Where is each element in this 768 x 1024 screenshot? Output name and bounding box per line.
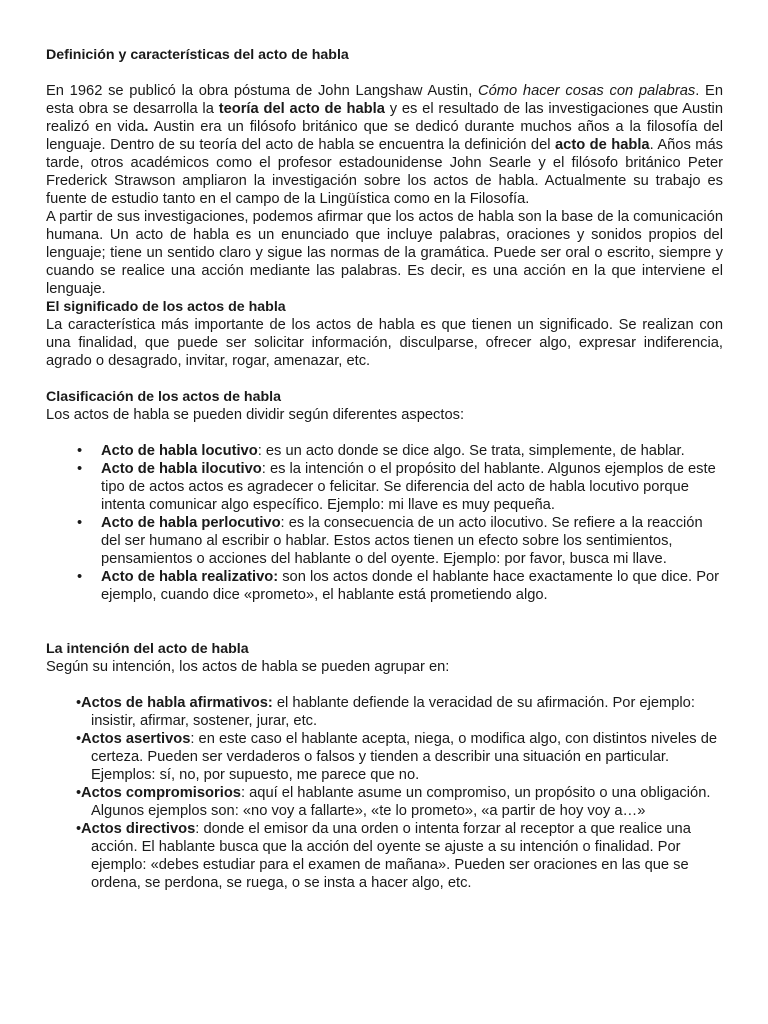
bold-term: teoría del acto de habla [218, 101, 385, 117]
list-item-text: : es la consecuencia de un acto ilocutivo. Se refiere a la reacción del ser humano al escribir o hablar. Estos actos tienen un efecto sobre los sentimientos, pensamientos o acciones del hablante o del oyente. Ejemplo: por favor, busca mi llave. [101, 515, 703, 567]
list-item-text: : es la intención o el propósito del hablante. Algunos ejemplos de este tipo de actos actos es agradecer o felicitar. Se diferencia del acto de habla locutivo porque intenta comunicar algo específico. Ejemplo: mi llave es muy pequeña. [101, 461, 716, 513]
list-item-term: Acto de habla realizativo: [101, 569, 279, 585]
list-item-term: Acto de habla perlocutivo [101, 515, 281, 531]
list-item-term: Acto de habla ilocutivo [101, 461, 262, 477]
paragraph-intencion-intro: Según su intención, los actos de habla se pueden agrupar en: [46, 659, 450, 675]
spacer [46, 676, 723, 694]
list-item-term: Actos asertivos [81, 731, 191, 747]
bullet-icon: • [77, 461, 83, 477]
list-item-text: : donde el emisor da una orden o intenta forzar al receptor a que realice una acción. El hablante busca que la acción del oyente se ajuste a su intención o finalidad. Por ejemplo: «debes estudiar para el examen de mañana». Pueden ser oraciones en las que se ordena, se perdona, se ruega, o se insta a hacer algo, etc. [91, 821, 691, 891]
list-item [46, 442, 723, 460]
spacer [46, 424, 723, 442]
list-item [46, 820, 723, 892]
bold-period: . [144, 119, 149, 135]
bullet-icon: • [77, 515, 83, 531]
section-heading-significado: El significado de los actos de habla [46, 299, 286, 315]
spacer [46, 604, 723, 640]
list-item-text: : es un acto donde se dice algo. Se trata, simplemente, de hablar. [257, 443, 685, 459]
spacer [46, 370, 723, 388]
list-item-text: : aquí el hablante asume un compromiso, un propósito o una obligación. Algunos ejemplos son: «no voy a fallarte», «te lo prometo», «a partir de hoy voy a…» [91, 785, 711, 819]
section-heading-intencion: La intención del acto de habla [46, 641, 249, 657]
list-item-text: : en este caso el hablante acepta, niega, o modifica algo, con distintos niveles de certeza. Pueden ser verdaderos o falsos y tienden a describir una situación en particular. Ejemplos: sí, no, por supuesto, me parece que no. [91, 731, 718, 783]
text-run: . En esta obra se desarrolla la [46, 83, 724, 117]
text-run: En 1962 se publicó la obra póstuma de John Langshaw Austin, [46, 83, 479, 99]
list-item [46, 784, 723, 820]
bullet-icon: • [76, 785, 82, 801]
book-title: Cómo hacer cosas con palabras [478, 83, 696, 99]
list-item [46, 460, 723, 514]
bullet-icon: • [76, 821, 82, 837]
paragraph-austin-intro [46, 82, 723, 208]
list-item-term: Actos de habla afirmativos: [81, 695, 273, 711]
list-item [46, 730, 723, 784]
intencion-list [46, 694, 723, 892]
text-run: . Años más tarde, otros académicos como el profesor estadounidense John Searle y el filósofo británico Peter Frederick Strawson ampliaron la investigación sobre los actos de habla. Actualmente su trabajo es fuente de estudio tanto en el campo de la Lingüística como en la Filosofía. [46, 137, 723, 207]
list-item-text: son los actos donde el hablante hace exactamente lo que dice. Por ejemplo, cuando dice «prometo», el hablante está prometiendo algo. [101, 569, 720, 603]
clasificacion-list [46, 442, 723, 604]
list-item-term: Actos directivos [81, 821, 196, 837]
bullet-icon: • [76, 731, 82, 747]
bullet-icon: • [77, 443, 83, 459]
list-item-text: el hablante defiende la veracidad de su afirmación. Por ejemplo: insistir, afirmar, sostener, jurar, etc. [91, 695, 695, 729]
list-item [46, 568, 723, 604]
spacer [46, 64, 723, 82]
bullet-icon: • [76, 695, 82, 711]
list-item-term: Acto de habla locutivo [101, 443, 258, 459]
bullet-icon: • [77, 569, 83, 585]
text-run: Austin era un filósofo británico que se dedicó durante muchos años a la filosofía del lenguaje. Dentro de su teoría del acto de habla se encuentra la definición del [46, 119, 723, 153]
list-item-term: Actos compromisorios [81, 785, 241, 801]
list-item [46, 514, 723, 568]
text-run: y es el resultado de las investigaciones que Austin realizó en vida [46, 101, 723, 135]
paragraph-base-comunicacion: A partir de sus investigaciones, podemos afirmar que los actos de habla son la base de la comunicación humana. Un acto de habla es un enunciado que incluye palabras, oraciones y sonidos propios del lenguaje; tiene un sentido claro y sigue las normas de la gramática. Puede ser oral o escrito, siempre y cuando se realice una acción mediante las palabras. Es decir, es una acción en la que interviene el lenguaje. [46, 209, 723, 297]
section-heading-clasificacion: Clasificación de los actos de habla [46, 389, 281, 405]
list-item [46, 694, 723, 730]
bold-term: acto de habla [554, 137, 650, 153]
section-heading-definicion: Definición y características del acto de habla [46, 47, 349, 63]
paragraph-clasificacion-intro: Los actos de habla se pueden dividir según diferentes aspectos: [46, 407, 465, 423]
document-page [46, 46, 723, 892]
paragraph-significado: La característica más importante de los actos de habla es que tienen un significado. Se realizan con una finalidad, que puede ser solicitar información, disculparse, ofrecer algo, expresar indiferencia, agrado o desagrado, invitar, rogar, amenazar, etc. [46, 317, 723, 369]
